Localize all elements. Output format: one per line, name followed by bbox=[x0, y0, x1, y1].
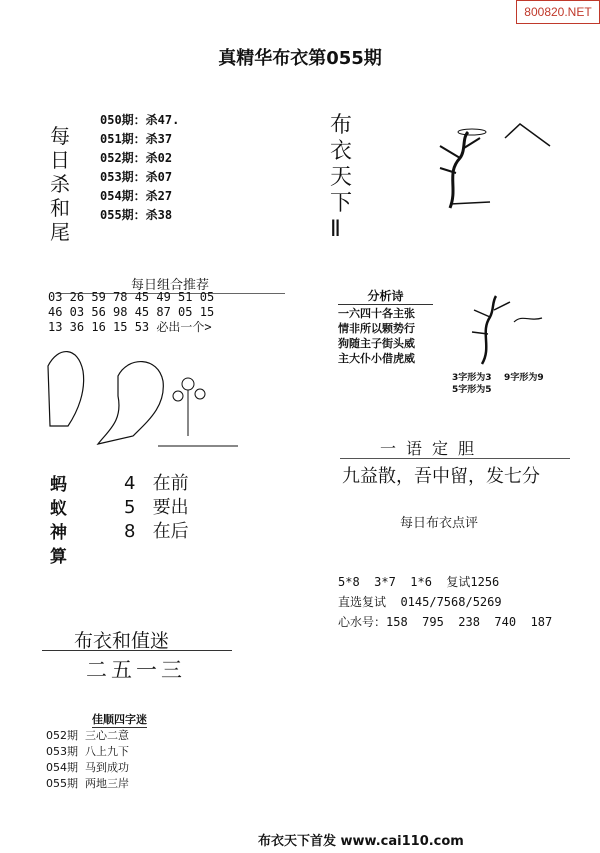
four-char-row: 053期 八上九下 bbox=[46, 745, 129, 758]
four-char-title: 佳顺四字迷 bbox=[92, 713, 147, 726]
buyi-he-title: 布衣和值迷 bbox=[74, 630, 170, 652]
ant-row: 4 在前 bbox=[124, 473, 189, 494]
analysis-notes bbox=[452, 372, 544, 396]
flower-stroke bbox=[173, 391, 183, 401]
trunk-stroke bbox=[482, 296, 496, 364]
poem-line: 情非所以颗势行 bbox=[338, 322, 415, 335]
combo-row: 13 36 16 15 53 必出一个> bbox=[48, 320, 212, 334]
yiyu-text: 九益散，吾中留，发七分 bbox=[342, 466, 540, 487]
buyi-tianxia-vertical bbox=[330, 113, 358, 243]
mountain-stroke bbox=[505, 124, 550, 146]
daily-kill-row: 055期：杀38 bbox=[100, 208, 173, 222]
footer-text: 布衣天下首发 www.cai110.com bbox=[258, 834, 464, 849]
daily-kill-label-char: 和 bbox=[50, 196, 70, 220]
four-char-row: 055期 两地三岸 bbox=[46, 777, 129, 790]
poem-line: 一六四十各主张 bbox=[338, 307, 415, 320]
buyi-tianxia-char: 布 bbox=[330, 113, 353, 138]
four-char-row: 052期 三心二意 bbox=[46, 729, 129, 742]
ant-rows bbox=[124, 472, 189, 544]
ant-label-char: 神 bbox=[50, 523, 67, 543]
daily-kill-list bbox=[100, 111, 179, 225]
ink-plant-illustration bbox=[452, 292, 562, 370]
four-char-row: 054期 马到成功 bbox=[46, 761, 129, 774]
script-stroke bbox=[514, 318, 542, 322]
poem-line: 主大仆小借虎威 bbox=[338, 352, 415, 365]
buyi-tianxia-char: 衣 bbox=[330, 139, 353, 164]
divider bbox=[340, 458, 570, 459]
note-line: 5字形为5 bbox=[452, 385, 492, 395]
buyi-tianxia-char: 天 bbox=[330, 165, 353, 190]
ant-label-char: 算 bbox=[50, 547, 67, 567]
ant-label bbox=[50, 473, 72, 569]
picks-list bbox=[338, 572, 552, 632]
ink-tree-mountain-illustration bbox=[410, 118, 560, 213]
flower-stroke bbox=[195, 389, 205, 399]
daily-kill-row: 050期：杀47. bbox=[100, 113, 180, 127]
cloud-stroke bbox=[458, 129, 486, 135]
combo-numbers bbox=[48, 290, 214, 335]
analysis-title: 分析诗 bbox=[338, 287, 433, 305]
branch-stroke bbox=[472, 302, 510, 334]
note-line: 3字形为3 9字形为9 bbox=[452, 373, 544, 383]
analysis-poem bbox=[338, 306, 415, 366]
daily-kill-label-char: 每 bbox=[50, 124, 70, 148]
four-char-list bbox=[46, 728, 129, 792]
buyi-tianxia-char: 下 bbox=[330, 191, 353, 216]
daily-kill-row: 054期：杀27 bbox=[100, 189, 173, 203]
ground-stroke bbox=[450, 202, 490, 204]
dianping-title: 每日布衣点评 bbox=[400, 516, 479, 531]
combo-row: 46 03 56 98 45 87 05 15 bbox=[48, 305, 215, 319]
flower-stroke bbox=[182, 378, 194, 390]
girl-flowers-illustration bbox=[38, 336, 248, 454]
ant-label-char: 蚂 bbox=[50, 475, 67, 495]
daily-kill-label-char: 日 bbox=[50, 148, 70, 172]
ant-row: 5 要出 bbox=[124, 497, 189, 518]
buyi-tianxia-char: Ⅱ bbox=[330, 217, 341, 242]
combo-row: 03 26 59 78 45 49 51 05 bbox=[48, 290, 215, 304]
trunk-stroke bbox=[450, 132, 468, 208]
poem-line: 狗随主子街头威 bbox=[338, 337, 415, 350]
yiyu-title: 一语定胆 bbox=[380, 439, 485, 458]
page-title: 真精华布衣第055期 bbox=[218, 48, 382, 69]
buyi-he-value: 二五一三 bbox=[86, 658, 186, 682]
daily-kill-label-char: 杀 bbox=[50, 172, 70, 196]
daily-kill-row: 053期：杀07 bbox=[100, 170, 173, 184]
daily-kill-row: 052期：杀02 bbox=[100, 151, 173, 165]
daily-kill-label-char: 尾 bbox=[50, 220, 70, 244]
ant-label-char: 蚁 bbox=[50, 499, 67, 519]
figure-stroke bbox=[98, 362, 163, 444]
pick-line: 5*8 3*7 1*6 复试1256 bbox=[338, 575, 500, 589]
daily-kill-row: 051期：杀37 bbox=[100, 132, 173, 146]
rock-stroke bbox=[48, 352, 84, 426]
divider bbox=[42, 650, 232, 651]
pick-line: 心水号：158 795 238 740 187 bbox=[338, 615, 553, 629]
pick-line: 直选复试 0145/7568/5269 bbox=[338, 595, 502, 609]
daily-kill-label bbox=[50, 124, 74, 244]
site-badge: 800820.NET bbox=[516, 0, 600, 24]
combo-title: 每日组合推荐 bbox=[55, 274, 285, 294]
ant-row: 8 在后 bbox=[124, 521, 189, 542]
